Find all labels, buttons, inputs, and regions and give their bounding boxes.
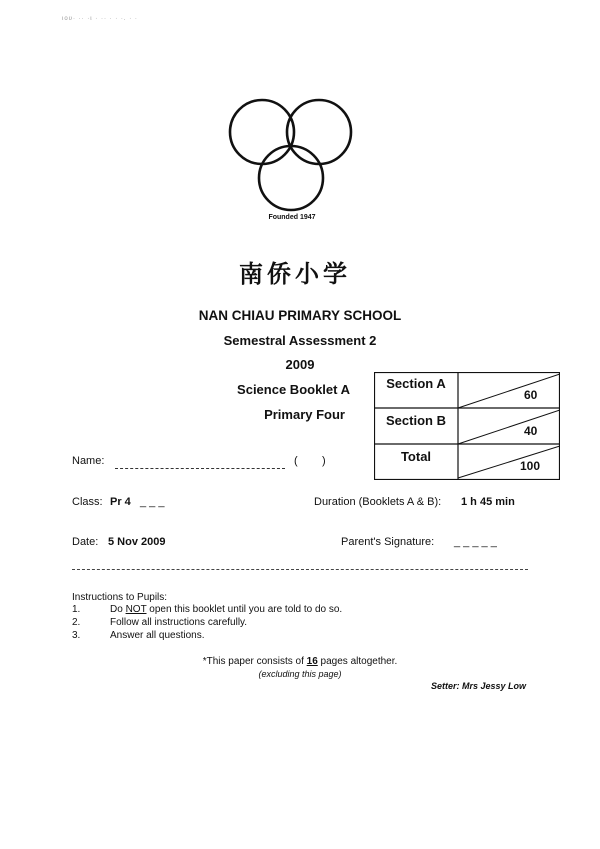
school-logo-rings <box>222 92 360 216</box>
instruction-number: 3. <box>72 630 81 641</box>
date-value: 5 Nov 2009 <box>108 536 166 548</box>
logo-ring-left <box>230 100 294 164</box>
signature-label: Parent's Signature: <box>341 536 435 548</box>
excluding-note: (excluding this page) <box>258 669 342 679</box>
instruction-text-pre: Do <box>110 604 126 615</box>
page-count-post: pages altogether. <box>317 656 398 667</box>
divider-rule <box>72 569 528 570</box>
date-label: Date: <box>72 536 99 548</box>
class-blank-field[interactable]: _ _ _ <box>140 496 165 508</box>
page-count-pre: *This paper consists of <box>202 656 307 667</box>
class-label: Class: <box>72 496 103 508</box>
instruction-item: Follow all instructions carefully. <box>110 617 248 628</box>
score-row-label: Total <box>400 449 432 464</box>
logo-ring-right <box>287 100 351 164</box>
assessment-title: Semestral Assessment 2 <box>223 333 377 348</box>
name-label: Name: <box>72 455 105 467</box>
score-row-label: Section A <box>386 376 446 391</box>
level-title: Primary Four <box>264 407 345 422</box>
instruction-text-post: open this booklet until you are told to do so. <box>146 604 343 615</box>
score-table <box>374 372 560 480</box>
page-count-note <box>140 656 460 667</box>
assessment-year: 2009 <box>285 357 315 372</box>
register-number-field[interactable] <box>301 455 321 469</box>
duration-label: Duration (Booklets A & B): <box>314 496 442 508</box>
score-row-max: 40 <box>524 424 538 438</box>
instruction-emphasis: NOT <box>125 604 147 615</box>
register-number-open-paren: ( <box>294 455 298 467</box>
score-row-max: 100 <box>520 459 541 473</box>
signature-field[interactable]: _ _ _ _ _ <box>454 536 497 548</box>
score-row-label: Section B <box>386 413 446 428</box>
school-chinese-name: 南侨小学 <box>239 260 351 288</box>
logo-founded-text: Founded 1947 <box>268 214 316 221</box>
setter-credit: Setter: Mrs Jessy Low <box>430 681 526 691</box>
instructions-heading: Instructions to Pupils: <box>72 592 168 603</box>
instruction-number: 2. <box>72 617 81 628</box>
page-count-number: 16 <box>306 656 318 667</box>
booklet-title: Science Booklet A <box>237 382 350 397</box>
instruction-item: Answer all questions. <box>110 630 205 641</box>
register-number-close-paren: ) <box>322 455 326 467</box>
score-row-max: 60 <box>524 388 538 402</box>
instruction-number: 1. <box>72 604 81 615</box>
school-english-name: NAN CHIAU PRIMARY SCHOOL <box>198 308 402 323</box>
header-scribble: ιου· ·· ·ι · ·· · · ·. · · <box>62 16 138 22</box>
instruction-item <box>110 604 342 615</box>
class-value: Pr 4 <box>110 496 131 508</box>
name-field[interactable] <box>115 468 285 469</box>
duration-value: 1 h 45 min <box>461 496 515 508</box>
logo-ring-bottom <box>259 146 323 210</box>
